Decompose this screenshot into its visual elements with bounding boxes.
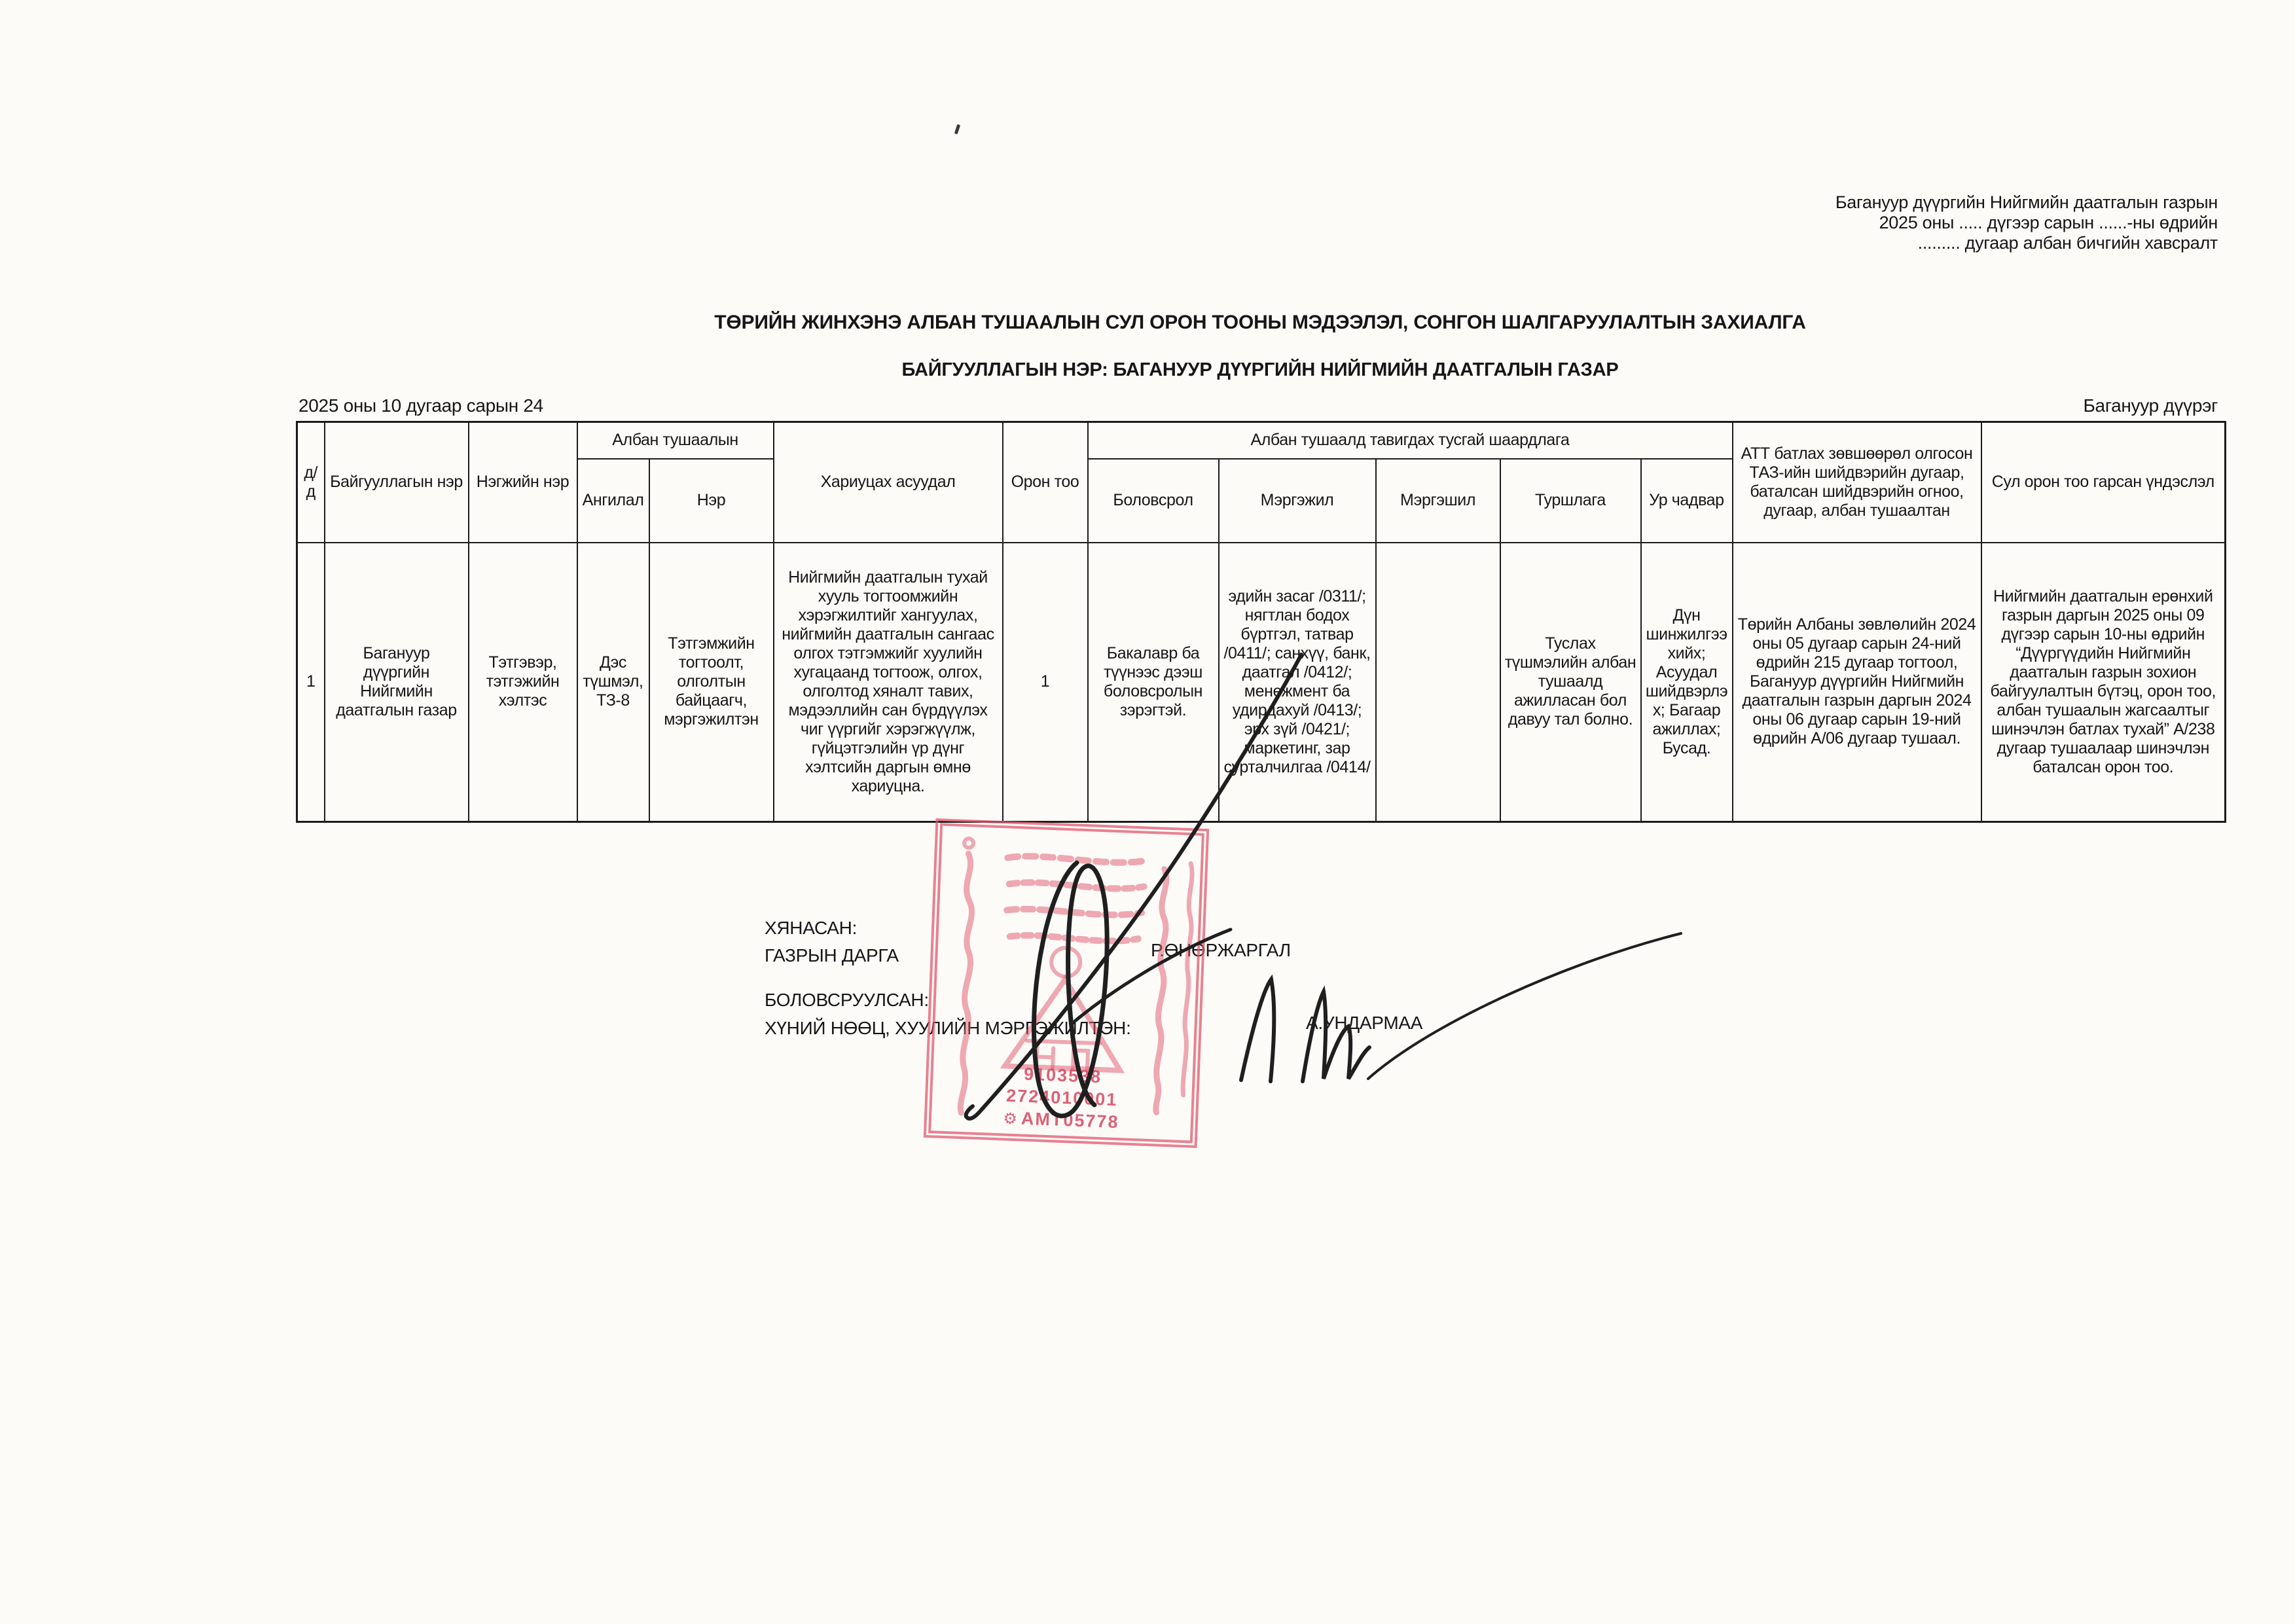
header-category: Ангилал — [577, 459, 649, 543]
reviewed-name: Р.ӨНӨРЖАРГАЛ — [1151, 940, 1291, 960]
cell-att-decision: Төрийн Албаны зөвлөлийн 2024 оны 05 дугаар сарын 24-ний өдрийн 215 дугаар тогтоол, Багануур дүүргийн Нийгмийн даатгалын газрын даргын 2024 оны 06 дугаар сарын 19-ний өдрийн А/06 дугаар тушаал. — [1733, 543, 1981, 822]
header-org-name: Байгууллагын нэр — [325, 422, 469, 543]
reviewed-label: ХЯНАСАН: — [765, 918, 858, 938]
header-specialization: Мэргэшил — [1376, 459, 1500, 543]
vacancy-table — [296, 421, 2226, 823]
pen-mark — [954, 124, 960, 135]
header-dd: д/д — [297, 422, 325, 543]
header-experience: Туршлага — [1500, 459, 1641, 543]
header-count: Орон тоо — [1003, 422, 1088, 543]
document-title: ТӨРИЙН ЖИНХЭНЭ АЛБАН ТУШААЛЫН СУЛ ОРОН ТООНЫ МЭДЭЭЛЭЛ, СОНГОН ШАЛГАРУУЛАЛТЫН ЗАХИАЛГА — [714, 312, 1806, 333]
stamp-numbers — [924, 1059, 1200, 1138]
signature-specialist — [1241, 979, 1274, 1081]
cell-specialization — [1376, 543, 1500, 822]
cell-unit-name: Тэтгэвэр, тэтгэжийн хэлтэс — [469, 543, 577, 822]
prepared-label: БОЛОВСРУУЛСАН: — [765, 990, 929, 1010]
header-education: Боловсрол — [1088, 459, 1219, 543]
cell-skill: Дүн шинжилгээ хийх; Асуудал шийдвэрлэх; Багаар ажиллах; Бусад. — [1641, 543, 1733, 822]
cell-experience: Туслах түшмэлийн албан тушаалд ажилласан бол давуу тал болно. — [1500, 543, 1641, 822]
header-duty: Хариуцах асуудал — [774, 422, 1003, 543]
signature-flourish — [1368, 933, 1681, 1079]
official-red-stamp — [924, 818, 1209, 1148]
stamp-serial-number: ⚙ АМТ05778 — [1002, 1108, 1120, 1132]
district-label: Багануур дүүрэг — [2083, 395, 2218, 416]
header-profession: Мэргэжил — [1219, 459, 1376, 543]
header-vacancy-basis: Сул орон тоо гарсан үндэслэл — [1981, 422, 2226, 543]
cell-dd: 1 — [297, 543, 325, 822]
letterhead-line: ......... дугаар албан бичгийн хавсралт — [1917, 233, 2218, 253]
cell-education: Бакалавр ба түүнээс дээш боловсролын зэрэгтэй. — [1088, 543, 1219, 822]
cell-org-name: Багануур дүүргийн Нийгмийн даатгалын газар — [325, 543, 469, 822]
stamp-registry-number: 9103538 — [1023, 1064, 1102, 1087]
stamp-tax-number: 2724010001 — [1005, 1085, 1118, 1110]
cell-count: 1 — [1003, 543, 1088, 822]
header-position-group: Албан тушаалын — [577, 422, 774, 459]
prepared-name: А.УНДАРМАА — [1306, 1013, 1423, 1033]
cell-position-name: Тэтгэмжийн тогтоолт, олголтын байцаагч, мэргэжилтэн — [649, 543, 774, 822]
prepared-role: ХҮНИЙ НӨӨЦ, ХУУЛИЙН МЭРГЭЖИЛТЭН: — [765, 1018, 1131, 1038]
cell-category: Дэс түшмэл, ТЗ-8 — [577, 543, 649, 822]
header-unit-name: Нэгжийн нэр — [469, 422, 577, 543]
stamp-emblem-icon: ⚙ — [1002, 1110, 1018, 1128]
document-date: 2025 оны 10 дугаар сарын 24 — [298, 395, 543, 416]
reviewed-role: ГАЗРЫН ДАРГА — [765, 945, 899, 965]
header-requirements-group: Албан тушаалд тавигдах тусгай шаардлага — [1088, 422, 1733, 459]
cell-vacancy-basis: Нийгмийн даатгалын ерөнхий газрын даргын 2025 оны 09 дүгээр сарын 10-ны өдрийн “Дүүргүүдийн Нийгмийн даатгалын газрын зохион байгуулалтын бүтэц, орон тоо, албан тушаалын жагсаалтыг шинэчлэн батлах тухай” А/238 дугаар тушаалаар шинэчлэн баталсан орон тоо. — [1981, 543, 2226, 822]
letterhead — [1835, 192, 2218, 253]
header-position-name: Нэр — [649, 459, 774, 543]
signature-specialist — [1303, 992, 1369, 1081]
header-skill: Ур чадвар — [1641, 459, 1733, 543]
letterhead-line: Багануур дүүргийн Нийгмийн даатгалын газрын — [1835, 192, 2218, 212]
letterhead-line: 2025 оны ..... дүгээр сарын ......-ны өдрийн — [1879, 213, 2218, 232]
header-att-decision: АТТ батлах зөвшөөрөл олгосон ТАЗ-ийн шийдвэрийн дугаар, баталсан шийдвэрийн огноо, дугаар, албан тушаалтан — [1733, 422, 1981, 543]
organization-name-subtitle: БАЙГУУЛЛАГЫН НЭР: БАГАНУУР ДҮҮРГИЙН НИЙГМИЙН ДААТГАЛЫН ГАЗАР — [901, 359, 1619, 380]
cell-duty: Нийгмийн даатгалын тухай хууль тогтоомжийн хэрэгжилтийг хангуулах, нийгмийн даатгалын сангаас олгох тэтгэмжийг хуулийн хугацаанд тогтоож, олгох, олголтод хяналт тавих, мэдээллийн сан бүрдүүлэх чиг үүргийг хэрэгжүүлж, гүйцэтгэлийн үр дүнг хэлтсийн даргын өмнө хариуцна. — [774, 543, 1003, 822]
table-row — [297, 543, 2226, 822]
cell-profession: эдийн засаг /0311/; нягтлан бодох бүртгэл, татвар /0411/; санхүү, банк, даатгал /0412/; менежмент ба удирдахуй /0413/; эрх зүй /0421/; маркетинг, зар сурталчилгаа /0414/ — [1219, 543, 1376, 822]
